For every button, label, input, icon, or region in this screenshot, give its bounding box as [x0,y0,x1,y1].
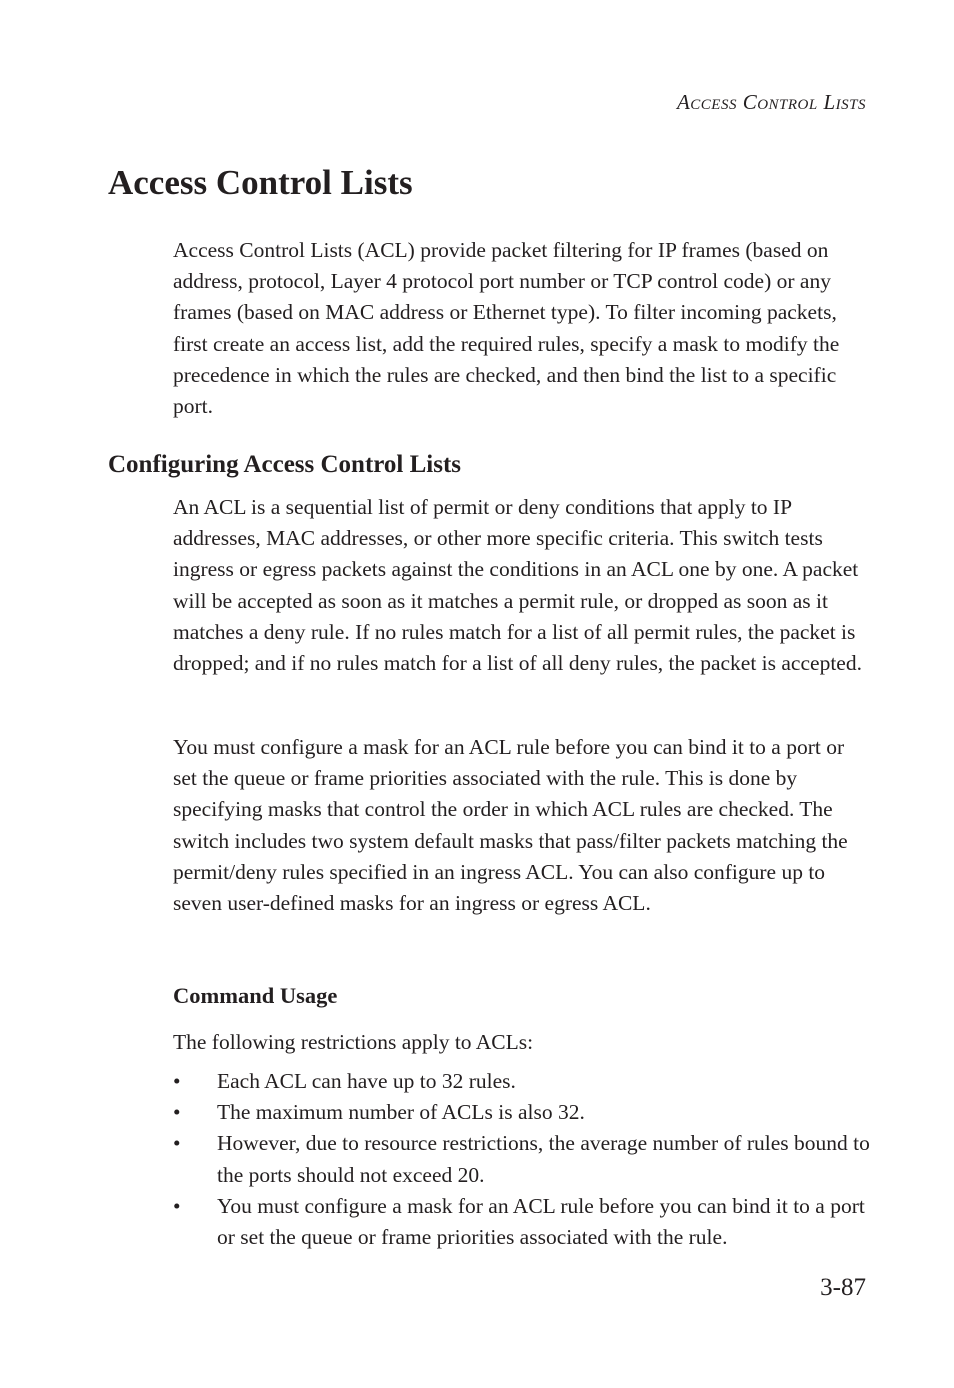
command-usage-heading: Command Usage [173,983,338,1008]
section-heading: Configuring Access Control Lists [108,451,462,478]
list-item-text: You must configure a mask for an ACL rule before you can bind it to a port or set the queue or frame priorities associated with the rule. [217,1193,865,1250]
command-usage-lead: The following restrictions apply to ACLs: [173,1030,534,1054]
list-item [173,1066,873,1097]
bullet-icon: • [173,1100,181,1125]
list-item [173,1191,873,1253]
running-header: Access Control Lists [676,90,866,114]
list-item-text: However, due to resource restrictions, the average number of rules bound to the ports should not exceed 20. [217,1131,870,1187]
bullet-icon: • [173,1131,181,1156]
section-paragraph-1: An ACL is a sequential list of permit or deny conditions that apply to IP addresses, MAC addresses, or other more specific criteria. This switch tests ingress or egress packets against the conditions in an ACL one by one. A packet will be accepted as soon as it matches a permit rule, or dropped as soon as it matches a deny rule. If no rules match for a list of all permit rules, the packet is dropped; and if no rules match for a list of all deny rules, the packet is accepted. [173,495,862,676]
page-title: Access Control Lists [108,163,413,202]
list-item [173,1128,873,1190]
restrictions-list [173,1066,873,1253]
bullet-icon: • [173,1193,181,1218]
list-item-text: The maximum number of ACLs is also 32. [217,1100,585,1125]
list-item-text: Each ACL can have up to 32 rules. [217,1069,516,1093]
page-number: 3-87 [820,1274,866,1301]
intro-paragraph: Access Control Lists (ACL) provide packet filtering for IP frames (based on address, protocol, Layer 4 protocol port number or TCP control code) or any frames (based on MAC address or Ethernet type). To filter incoming packets, first create an access list, add the required rules, specify a mask to modify the precedence in which the rules are checked, and then bind the list to a specific port. [173,238,840,419]
list-item [173,1097,873,1128]
section-paragraph-2: You must configure a mask for an ACL rule before you can bind it to a port or set the queue or frame priorities associated with the rule. This is done by specifying masks that control the order in which ACL rules are checked. The switch includes two system default masks that pass/filter packets matching the permit/deny rules specified in an ingress ACL. You can also configure up to seven user-defined masks for an ingress or egress ACL. [173,735,848,916]
bullet-icon: • [173,1069,181,1093]
